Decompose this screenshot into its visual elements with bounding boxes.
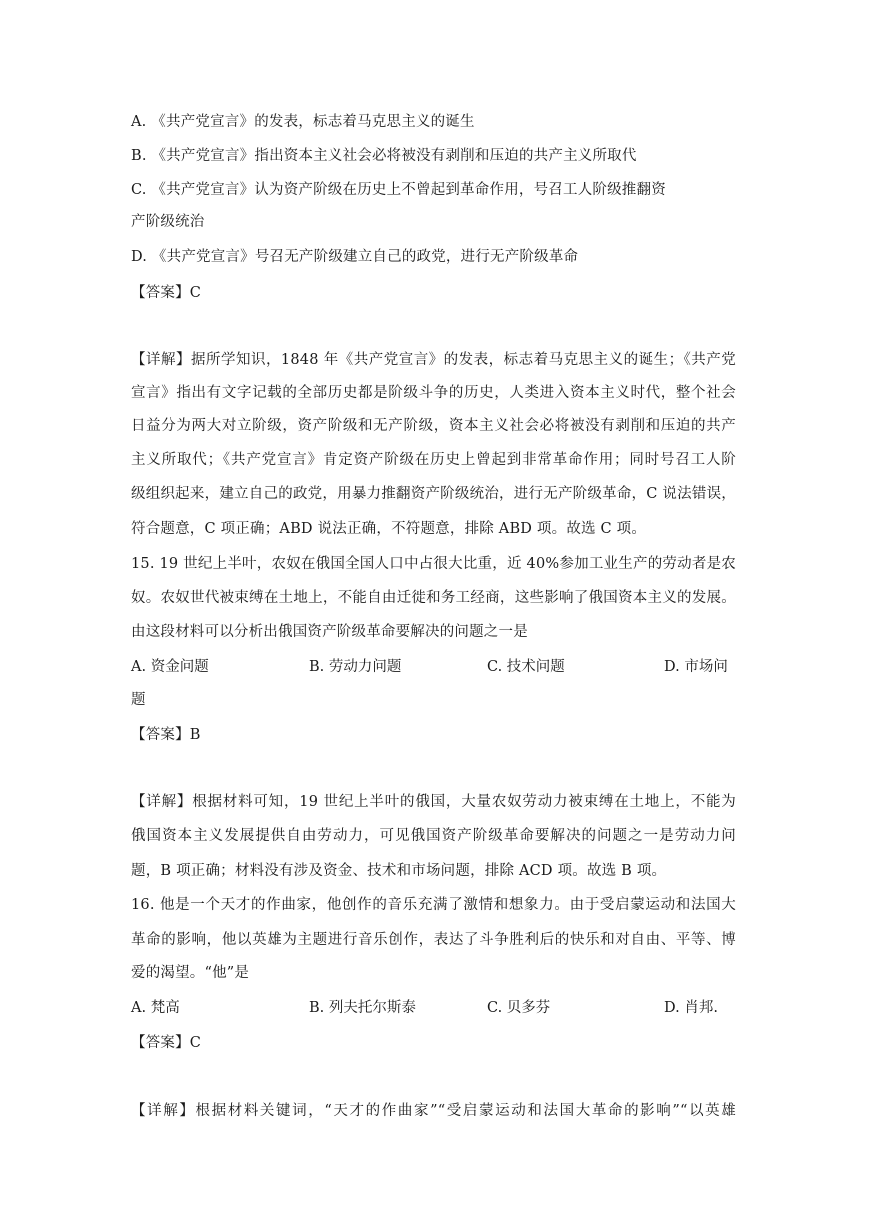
q14-option-c: C. 《共产党宣言》认为资产阶级在历史上不曾起到革命作用，号召工人阶级推翻资 — [131, 182, 666, 198]
q16-option-c: C. 贝多芬 — [487, 1000, 551, 1016]
q15-option-b: B. 劳动力问题 — [309, 659, 402, 675]
q15-stem-line: 由这段材料可以分析出俄国资产阶级革命要解决的问题之一是 — [131, 624, 528, 640]
q15-option-d-cont: 题 — [131, 692, 146, 708]
q16-stem-line: 革命的影响，他以英雄为主题进行音乐创作，表达了斗争胜利后的快乐和对自由、平等、博 — [131, 932, 736, 948]
q15-option-c: C. 技术问题 — [487, 659, 565, 675]
q14-explain-line: 主义所取代；《共产党宣言》肯定资产阶级在历史上曾起到非常革命作用；同时号召工人阶 — [131, 452, 736, 468]
q15-explain-line: 【详解】根据材料可知，19 世纪上半叶的俄国，大量农奴劳动力被束缚在土地上，不能为 — [131, 794, 736, 810]
q15-explain-line: 俄国资本主义发展提供自由劳动力，可见俄国资产阶级革命要解决的问题之一是劳动力问 — [131, 828, 736, 844]
q16-stem-line: 16. 他是一个天才的作曲家，他创作的音乐充满了激情和想象力。由于受启蒙运动和法国大 — [131, 897, 736, 913]
q15-stem-line: 15. 19 世纪上半叶，农奴在俄国全国人口中占很大比重，近 40%参加工业生产的劳动者是农 — [131, 556, 736, 572]
q15-answer: 【答案】B — [131, 727, 201, 743]
q15-option-a: A. 资金问题 — [131, 659, 209, 675]
q16-option-d: D. 肖邦. — [664, 1000, 718, 1016]
q14-answer: 【答案】C — [131, 285, 202, 301]
q16-option-b: B. 列夫托尔斯泰 — [309, 1000, 416, 1016]
q14-explain-line: 符合题意，C 项正确；ABD 说法正确，不符题意，排除 ABD 项。故选 C 项。 — [131, 521, 647, 537]
q16-stem-line: 爱的渴望。“他”是 — [131, 965, 250, 981]
q16-explain-line: 【详解】根据材料关键词，“天才的作曲家”“受启蒙运动和法国大革命的影响”“以英雄 — [131, 1103, 736, 1119]
q15-explain-line: 题，B 项正确；材料没有涉及资金、技术和市场问题，排除 ACD 项。故选 B 项。 — [131, 863, 667, 879]
q15-stem-line: 奴。农奴世代被束缚在土地上，不能自由迁徙和务工经商，这些影响了俄国资本主义的发展。 — [131, 590, 736, 606]
q15-option-d: D. 市场问 — [664, 659, 728, 675]
q16-option-a: A. 梵高 — [131, 1000, 180, 1016]
q14-option-d: D. 《共产党宣言》号召无产阶级建立自己的政党，进行无产阶级革命 — [131, 249, 579, 265]
q14-option-b: B. 《共产党宣言》指出资本主义社会必将被没有剥削和压迫的共产主义所取代 — [131, 148, 637, 164]
q14-option-a: A. 《共产党宣言》的发表，标志着马克思主义的诞生 — [131, 114, 475, 130]
q14-option-c-cont: 产阶级统治 — [131, 214, 205, 230]
q14-explain-line: 日益分为两大对立阶级，资产阶级和无产阶级，资本主义社会必将被没有剥削和压迫的共产 — [131, 418, 736, 434]
q16-answer: 【答案】C — [131, 1035, 202, 1051]
q14-explain-line: 【详解】据所学知识，1848 年《共产党宣言》的发表，标志着马克思主义的诞生；《共产党 — [131, 352, 736, 368]
q14-explain-line: 宣言》指出有文字记载的全部历史都是阶级斗争的历史，人类进入资本主义时代，整个社会 — [131, 385, 736, 401]
q14-explain-line: 级组织起来，建立自己的政党，用暴力推翻资产阶级统治，进行无产阶级革命，C 说法错误， — [131, 486, 736, 502]
